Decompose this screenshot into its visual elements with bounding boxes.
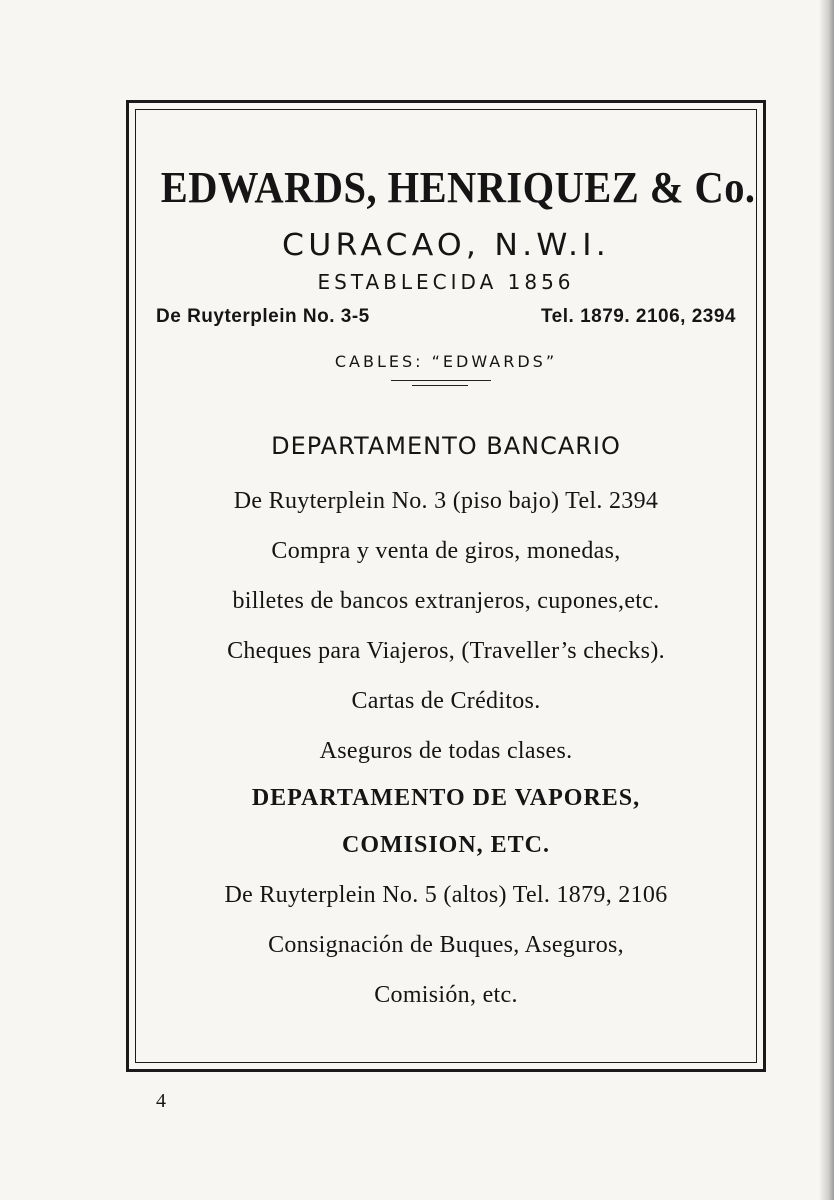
firm-name: EDWARDS, HENRIQUEZ & Co. (160, 163, 756, 212)
header-telephones: Tel. 1879. 2106, 2394 (540, 306, 736, 327)
shipping-service-line: Comisión, etc. (374, 982, 518, 1008)
banking-address: De Ruyterplein No. 3 (piso bajo) Tel. 2394 (233, 488, 659, 514)
banking-service-line: Cheques para Viajeros, (Traveller’s checks). (227, 638, 665, 664)
shipping-service-line: Consignación de Buques, Aseguros, (268, 932, 624, 958)
divider-rule-short (412, 385, 468, 386)
advertisement-inner-border (135, 109, 757, 1063)
banking-department-heading: DEPARTAMENTO BANCARIO (271, 432, 621, 460)
page-number: 4 (156, 1090, 166, 1112)
city-location: CURACAO, N.W.I. (282, 228, 610, 263)
established-year: ESTABLECIDA 1856 (317, 270, 575, 294)
banking-service-line: Cartas de Créditos. (351, 688, 541, 714)
shipping-department-heading: DEPARTAMENTO DE VAPORES, (251, 785, 641, 811)
shipping-department-subheading: COMISION, ETC. (341, 832, 551, 858)
banking-service-line: billetes de bancos extranjeros, cupones,etc. (232, 588, 660, 614)
banking-service-line: Compra y venta de giros, monedas, (271, 538, 621, 564)
divider-rule (391, 380, 491, 381)
header-address: De Ruyterplein No. 3-5 (156, 306, 370, 327)
banking-service-line: Aseguros de todas clases. (319, 738, 573, 764)
advertisement-border (126, 100, 766, 1072)
shipping-address: De Ruyterplein No. 5 (altos) Tel. 1879, 2106 (224, 882, 668, 908)
cable-address: CABLES: “EDWARDS” (334, 352, 558, 371)
page-edge (820, 0, 834, 1200)
